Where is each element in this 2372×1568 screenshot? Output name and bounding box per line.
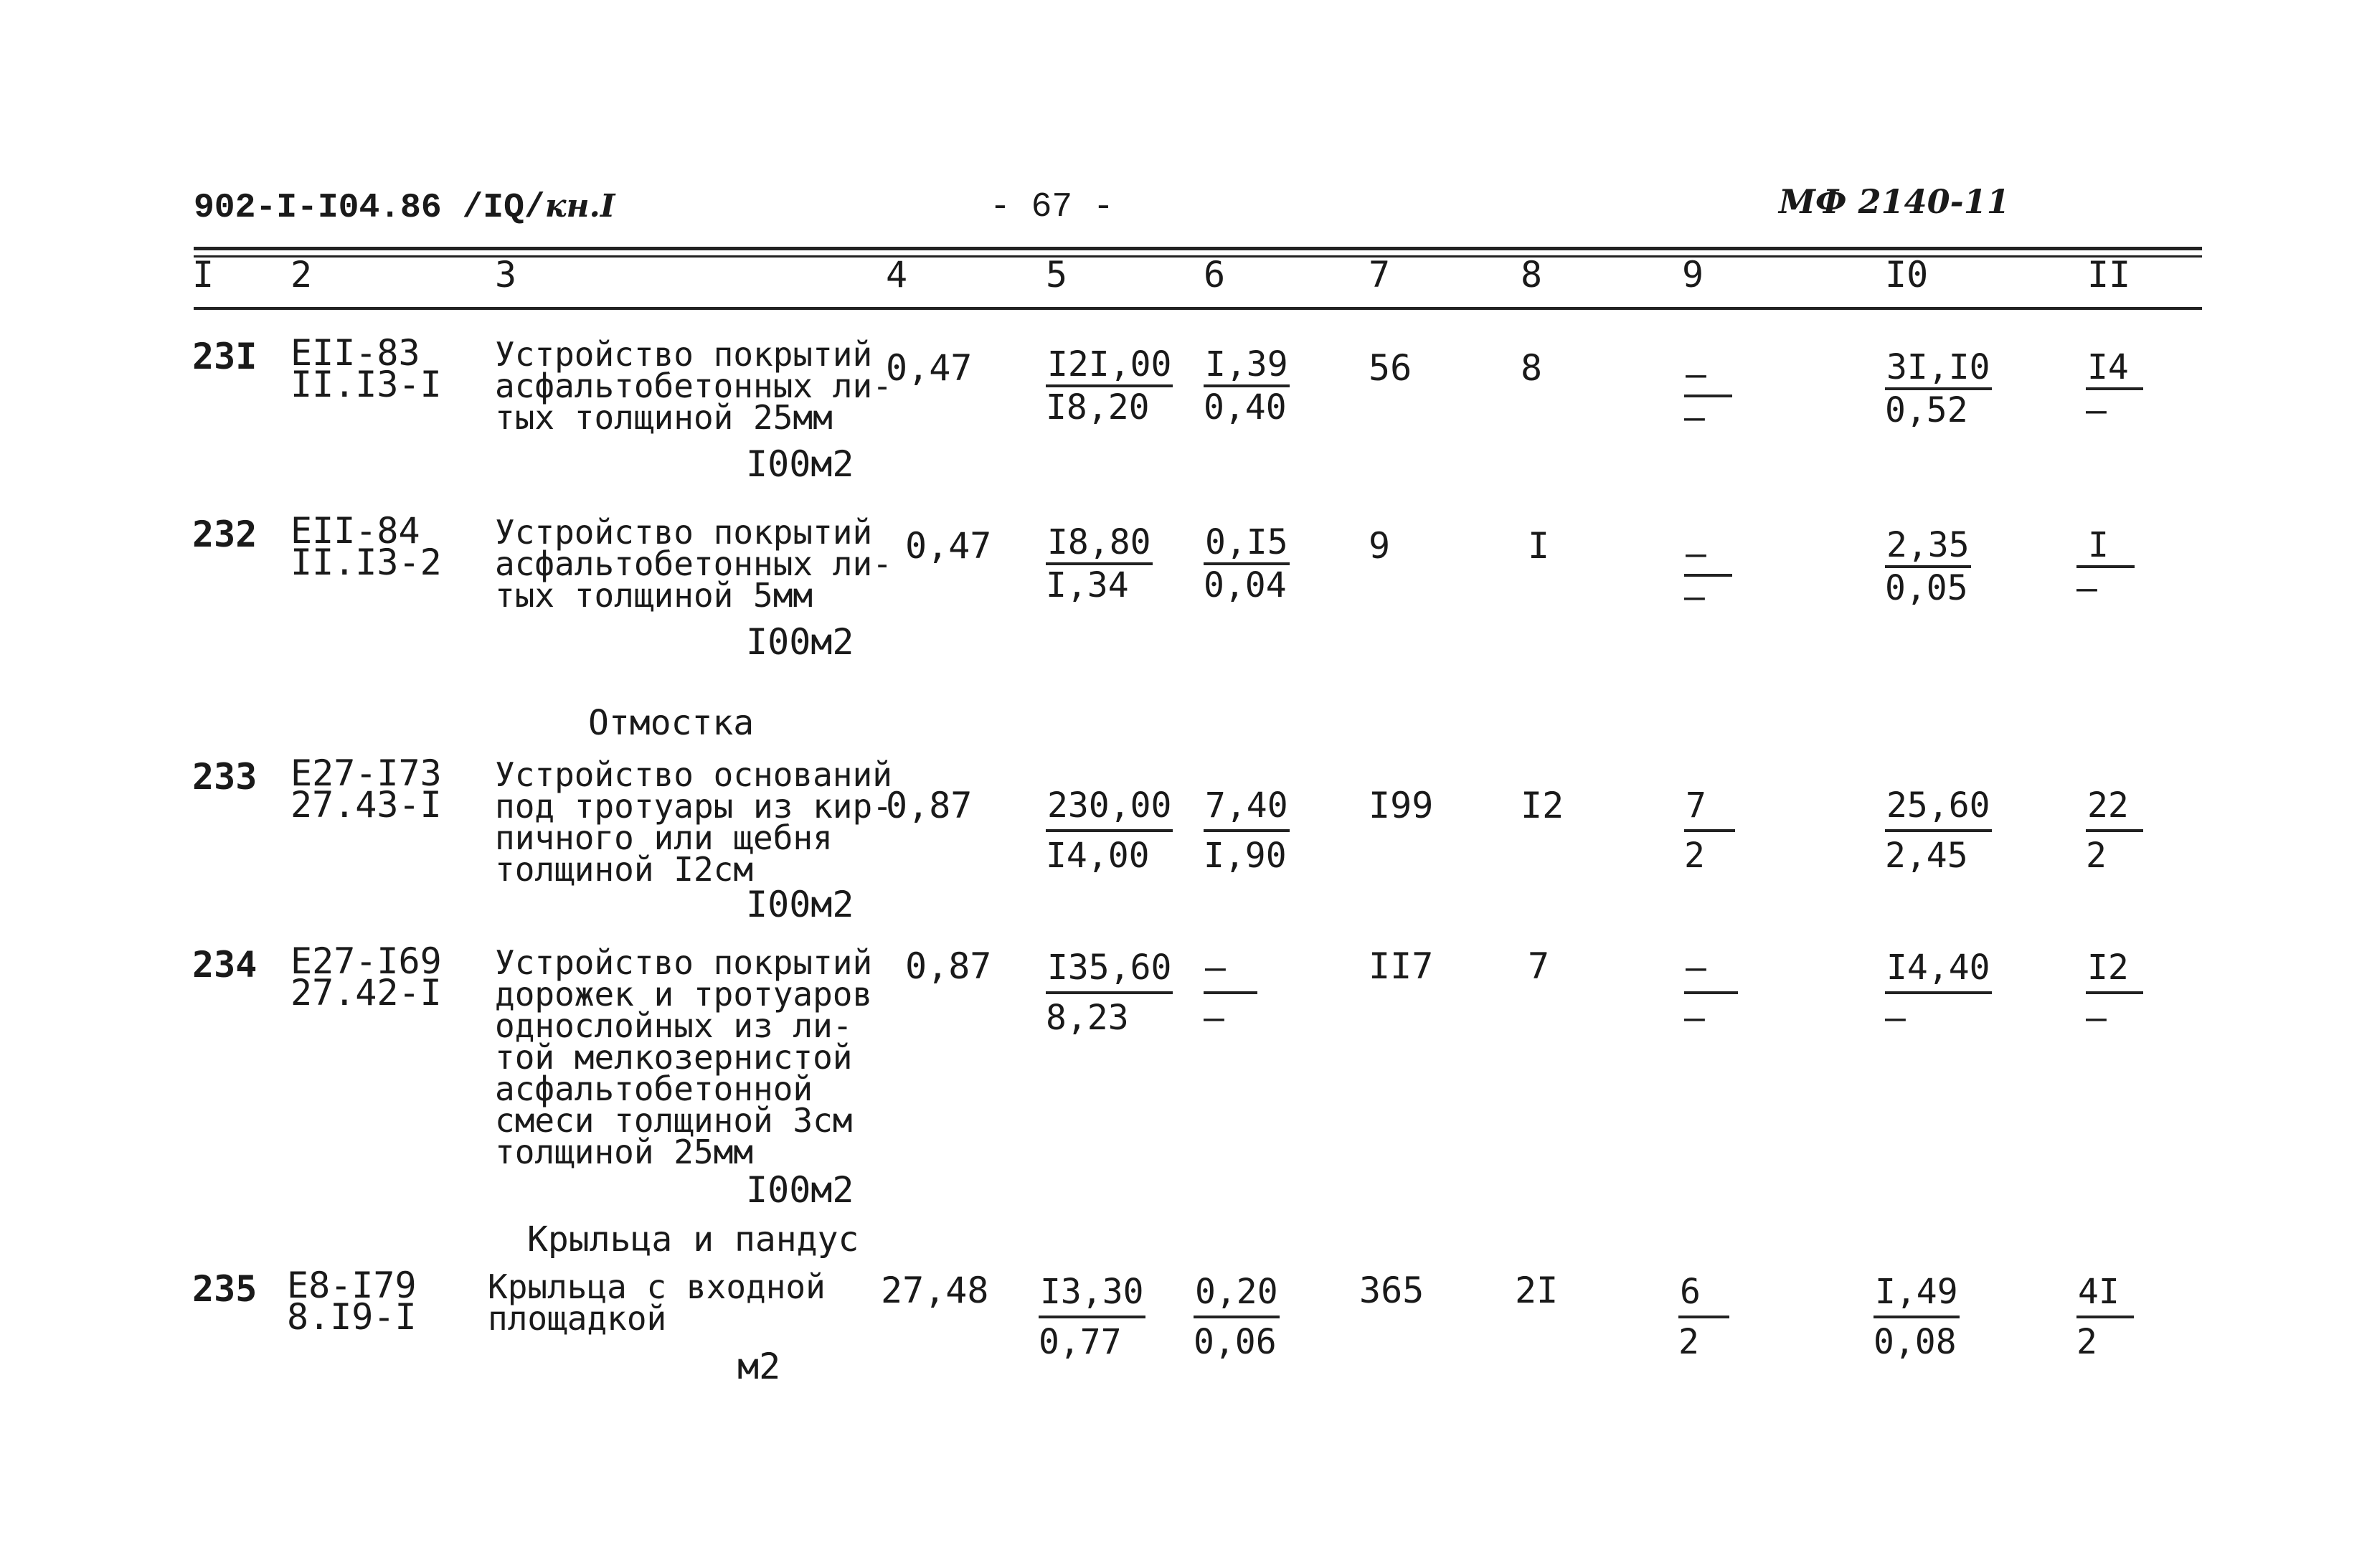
cost-value-top: 4I <box>2076 1268 2134 1318</box>
cost-cell-6 <box>1204 782 1290 879</box>
cost-value-top: 7 <box>1684 782 1735 832</box>
cost-value-top: – <box>1684 354 1732 397</box>
cost-value-bottom: I,34 <box>1046 565 1129 605</box>
work-description-line: толщиной 25мм <box>495 1133 754 1171</box>
cost-cell-8: I <box>1528 525 1550 567</box>
work-description-line: дорожек и тротуаров <box>495 975 873 1014</box>
cost-value-top: I2I,00 <box>1046 344 1173 387</box>
cost-value-top: 230,00 <box>1046 782 1173 832</box>
work-description-line: тых толщиной 5мм <box>495 576 813 615</box>
cost-cell-7: I99 <box>1369 785 1434 826</box>
row-number: 235 <box>192 1268 257 1310</box>
work-description-line: однослойных из ли- <box>495 1006 853 1045</box>
work-description-line: Устройство оснований <box>495 755 892 794</box>
cost-cell-11 <box>2076 1268 2134 1366</box>
quantity: 0,47 <box>886 347 973 389</box>
quantity: 0,87 <box>905 945 992 987</box>
work-description-line: пичного или щебня <box>495 818 833 857</box>
col-header-10: I0 <box>1885 254 1929 296</box>
work-description-line: Устройство покрытий <box>495 943 873 982</box>
cost-value-top: 6 <box>1678 1268 1729 1318</box>
cost-cell-6 <box>1204 944 1257 1042</box>
cost-value-bottom: 0,06 <box>1194 1322 1277 1362</box>
work-description-line: Устройство покрытий <box>495 513 873 552</box>
quantity: 27,48 <box>881 1270 989 1311</box>
cost-cell-11 <box>2076 525 2135 608</box>
cost-cell-9 <box>1678 1268 1729 1366</box>
cost-value-top: 0,20 <box>1194 1268 1280 1318</box>
document-code <box>194 188 615 227</box>
rate-code: E27-I69 <box>290 940 442 982</box>
work-description-line: асфальтобетонных ли- <box>495 367 892 405</box>
work-description-line: толщиной I2см <box>495 850 754 889</box>
cost-cell-10 <box>1873 1268 1960 1366</box>
page-number: - 67 - <box>990 188 1114 227</box>
document-code-handwritten: кн.I <box>544 188 615 225</box>
cost-value-top: I8,80 <box>1046 522 1153 565</box>
cost-value-top: I,39 <box>1204 344 1290 387</box>
work-description-line: тых толщиной 25мм <box>495 398 833 437</box>
col-header-8: 8 <box>1521 254 1543 296</box>
col-header-7: 7 <box>1369 254 1391 296</box>
work-description-line: асфальтобетонной <box>495 1069 813 1108</box>
work-description-line: той мелкозернистой <box>495 1038 853 1077</box>
rate-code: EII-83 <box>290 332 420 374</box>
section-title: Крыльца и пандус <box>527 1219 859 1260</box>
cost-cell-11 <box>2086 347 2143 430</box>
cost-cell-6 <box>1204 522 1290 605</box>
unit-of-measure: м2 <box>737 1346 781 1387</box>
quantity: 0,87 <box>886 785 973 826</box>
cost-value-bottom: I,90 <box>1204 836 1287 876</box>
cost-value-bottom: I8,20 <box>1046 387 1150 428</box>
cost-cell-6 <box>1194 1268 1280 1366</box>
cost-cell-5 <box>1046 344 1173 428</box>
col-header-3: 3 <box>495 254 517 296</box>
unit-of-measure: I00м2 <box>746 443 854 485</box>
cost-cell-10 <box>1885 347 1992 430</box>
document-code-typed: 902-I-I04.86 /IQ/ <box>194 189 545 227</box>
cost-value-bottom: 2 <box>1684 836 1705 876</box>
cost-value-top: 22 <box>2086 782 2143 832</box>
work-description-line: смеси толщиной 3см <box>495 1101 853 1140</box>
cost-value-bottom: – <box>1204 998 1224 1038</box>
cost-cell-8: 7 <box>1528 945 1550 987</box>
cost-cell-11 <box>2086 944 2143 1042</box>
cost-value-bottom: 2 <box>2086 836 2107 876</box>
cost-value-bottom: 0,04 <box>1204 565 1287 605</box>
work-description-line: под тротуары из кир- <box>495 787 892 826</box>
cost-value-bottom: 0,08 <box>1873 1322 1957 1362</box>
unit-of-measure: I00м2 <box>746 621 854 663</box>
work-description-line: площадкой <box>488 1299 667 1338</box>
cost-cell-5 <box>1046 944 1173 1042</box>
header-bottom-rule <box>194 307 2202 310</box>
rate-code-ref: 27.43-I <box>290 784 442 826</box>
cost-cell-8: I2 <box>1521 785 1564 826</box>
cost-value-bottom: 0,52 <box>1885 390 1968 430</box>
cost-cell-6 <box>1204 344 1290 428</box>
cost-cell-10 <box>1885 525 1971 608</box>
cost-value-bottom: – <box>1684 577 1705 617</box>
cost-value-bottom: 0,77 <box>1039 1322 1122 1362</box>
rate-code-ref: II.I3-I <box>290 364 442 405</box>
cost-value-top: I <box>2076 525 2135 568</box>
col-header-2: 2 <box>290 254 313 296</box>
col-header-4: 4 <box>886 254 908 296</box>
unit-of-measure: I00м2 <box>746 884 854 925</box>
cost-value-top: I,49 <box>1873 1268 1960 1318</box>
col-header-1: I <box>192 254 214 296</box>
cost-cell-11 <box>2086 782 2143 879</box>
cost-cell-7: 365 <box>1359 1270 1424 1311</box>
cost-value-bottom: – <box>1885 998 1906 1038</box>
cost-value-top: – <box>1204 944 1257 994</box>
col-header-6: 6 <box>1204 254 1226 296</box>
rate-code: E8-I79 <box>287 1265 417 1306</box>
cost-cell-9 <box>1684 944 1738 1042</box>
cost-value-bottom: 8,23 <box>1046 998 1129 1038</box>
archive-stamp: МФ 2140-11 <box>1779 182 2010 221</box>
rate-code-ref: 8.I9-I <box>287 1296 417 1338</box>
cost-value-bottom: 2 <box>2076 1322 2097 1362</box>
cost-value-bottom: – <box>2076 568 2097 608</box>
cost-value-top: – <box>1684 534 1732 577</box>
cost-cell-9 <box>1684 534 1732 617</box>
work-description-line: асфальтобетонных ли- <box>495 544 892 583</box>
cost-value-bottom: 0,05 <box>1885 568 1968 608</box>
cost-value-top: 2,35 <box>1885 525 1971 568</box>
cost-value-top: I4 <box>2086 347 2143 390</box>
cost-value-top: I35,60 <box>1046 944 1173 994</box>
cost-cell-8: 2I <box>1515 1270 1559 1311</box>
cost-value-top: 0,I5 <box>1204 522 1290 565</box>
cost-value-top: I2 <box>2086 944 2143 994</box>
cost-cell-7: II7 <box>1369 945 1434 987</box>
row-number: 23I <box>192 336 257 377</box>
cost-value-bottom: – <box>2086 390 2107 430</box>
rate-code: E27-I73 <box>290 752 442 794</box>
cost-cell-5 <box>1046 522 1153 605</box>
row-number: 234 <box>192 944 257 986</box>
cost-cell-7: 56 <box>1369 347 1412 389</box>
row-number: 233 <box>192 756 257 798</box>
work-description-line: Устройство покрытий <box>495 335 873 374</box>
rate-code-ref: 27.42-I <box>290 972 442 1014</box>
cost-cell-7: 9 <box>1369 525 1391 567</box>
cost-value-top: – <box>1684 944 1738 994</box>
rate-code-ref: II.I3-2 <box>290 542 442 583</box>
cost-value-top: 25,60 <box>1885 782 1992 832</box>
cost-value-top: 3I,I0 <box>1885 347 1992 390</box>
rate-code: EII-84 <box>290 510 420 552</box>
section-title: Отмостка <box>588 703 755 743</box>
cost-value-bottom: 2,45 <box>1885 836 1968 876</box>
table-top-rule <box>194 247 2202 250</box>
cost-value-bottom: 2 <box>1678 1322 1699 1362</box>
cost-cell-5 <box>1046 782 1173 879</box>
cost-cell-10 <box>1885 944 1992 1042</box>
cost-value-bottom: I4,00 <box>1046 836 1150 876</box>
col-header-11: II <box>2087 254 2131 296</box>
cost-value-top: I4,40 <box>1885 944 1992 994</box>
cost-value-bottom: – <box>1684 998 1705 1038</box>
cost-value-bottom: – <box>1684 397 1705 438</box>
cost-value-bottom: – <box>2086 998 2107 1038</box>
cost-cell-9 <box>1684 354 1732 438</box>
cost-value-top: 7,40 <box>1204 782 1290 832</box>
cost-value-top: I3,30 <box>1039 1268 1145 1318</box>
cost-value-bottom: 0,40 <box>1204 387 1287 428</box>
cost-cell-10 <box>1885 782 1992 879</box>
col-header-9: 9 <box>1682 254 1704 296</box>
cost-cell-8: 8 <box>1521 347 1543 389</box>
col-header-5: 5 <box>1046 254 1068 296</box>
row-number: 232 <box>192 514 257 555</box>
work-description-line: Крыльца с входной <box>488 1267 826 1306</box>
cost-cell-9 <box>1684 782 1735 879</box>
cost-cell-5 <box>1039 1268 1145 1366</box>
unit-of-measure: I00м2 <box>746 1169 854 1211</box>
quantity: 0,47 <box>905 525 992 567</box>
